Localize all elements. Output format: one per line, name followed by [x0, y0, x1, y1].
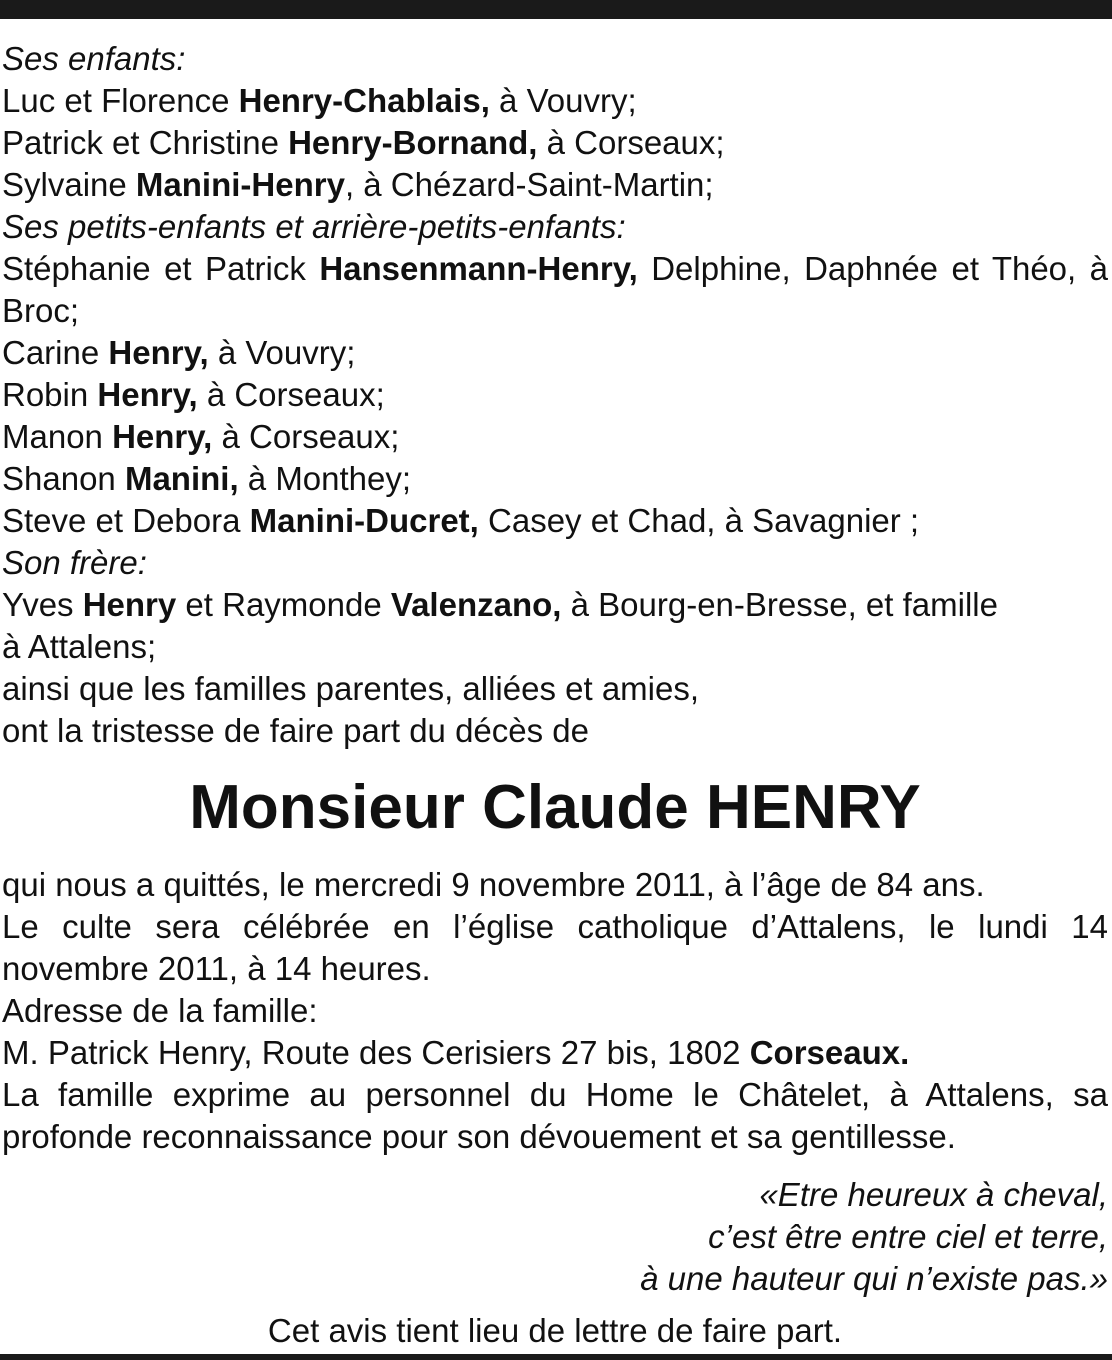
entry-text: Casey et Chad, à Savagnier ;	[478, 502, 920, 539]
family-name: Valenzano,	[390, 586, 562, 623]
entry-text: à Corseaux;	[197, 376, 385, 413]
list-item	[2, 80, 1108, 122]
children-list	[2, 80, 1108, 206]
quote-line: c’est être entre ciel et terre,	[708, 1218, 1108, 1255]
deceased-name: Monsieur Claude HENRY	[189, 773, 921, 842]
entry-text: Sylvaine	[2, 166, 136, 203]
top-rule	[0, 0, 1112, 19]
family-name: Henry-Bornand,	[288, 124, 538, 161]
entry-text: à Monthey;	[238, 460, 412, 497]
list-item	[2, 416, 1108, 458]
family-name: Henry,	[97, 376, 198, 413]
families-line: ainsi que les familles parentes, alliées et amies,	[2, 670, 700, 707]
family-address	[2, 1032, 1108, 1074]
entry-text: à Corseaux;	[537, 124, 725, 161]
entry-text: à Corseaux;	[212, 418, 400, 455]
passed-line: qui nous a quittés, le mercredi 9 novembre 2011, à l’âge de 84 ans.	[2, 866, 985, 903]
entry-text: à Bourg-en-Bresse, et famille	[561, 586, 998, 623]
service-paragraph: Le culte sera célébrée en l’église catholique d’Attalens, le lundi 14 novembre 2011, à 14 heures.	[2, 908, 1108, 987]
family-name: Henry-Chablais,	[238, 82, 490, 119]
address-heading: Adresse de la famille:	[2, 992, 318, 1029]
family-name: Henry,	[112, 418, 213, 455]
brother-entry	[2, 584, 1108, 668]
family-name: Manini-Henry	[135, 166, 345, 203]
list-item	[2, 248, 1108, 332]
family-name: Henry	[82, 586, 177, 623]
family-name: Manini-Ducret,	[249, 502, 479, 539]
entry-text: Stéphanie et Patrick	[2, 250, 320, 287]
obituary-notice	[2, 38, 1108, 1352]
list-item	[2, 458, 1108, 500]
epigraph-quote	[2, 1174, 1108, 1300]
entry-text: à Vouvry;	[489, 82, 637, 119]
list-item	[2, 584, 1108, 626]
entry-text: Carine	[2, 334, 109, 371]
children-heading: Ses enfants:	[2, 40, 186, 77]
list-item-continuation: à Attalens;	[2, 628, 157, 665]
entry-text: Patrick et Christine	[2, 124, 289, 161]
entry-text: Delphine, Daphnée et Théo, à Broc;	[2, 250, 1108, 329]
entry-text: Robin	[2, 376, 98, 413]
brother-heading: Son frère:	[2, 544, 147, 581]
list-item	[2, 374, 1108, 416]
announce-line: ont la tristesse de faire part du décès de	[2, 712, 590, 749]
list-item	[2, 500, 1108, 542]
family-name: Hansenmann-Henry,	[319, 250, 638, 287]
entry-text: Manon	[2, 418, 113, 455]
bottom-rule	[0, 1354, 1112, 1360]
family-name: Henry,	[108, 334, 209, 371]
address-text: M. Patrick Henry, Route des Cerisiers 27 bis, 1802	[2, 1034, 750, 1071]
grandchildren-heading: Ses petits-enfants et arrière-petits-enfants:	[2, 208, 626, 245]
closing-line: Cet avis tient lieu de lettre de faire part.	[267, 1312, 843, 1349]
grandchildren-list	[2, 248, 1108, 542]
entry-text: Shanon	[2, 460, 125, 497]
entry-text: , à Chézard-Saint-Martin;	[344, 166, 714, 203]
entry-text: Luc et Florence	[2, 82, 239, 119]
quote-line: à une hauteur qui n’existe pas.»	[640, 1260, 1108, 1297]
quote-line: «Etre heureux à cheval,	[759, 1176, 1108, 1213]
entry-text: à Vouvry;	[208, 334, 356, 371]
family-name: Manini,	[124, 460, 239, 497]
list-item	[2, 122, 1108, 164]
address-city: Corseaux.	[749, 1034, 910, 1071]
list-item	[2, 164, 1108, 206]
entry-text: et Raymonde	[176, 586, 391, 623]
entry-text: Steve et Debora	[2, 502, 250, 539]
thanks-paragraph: La famille exprime au personnel du Home le Châtelet, à Attalens, sa profonde reconnaissance pour son dévouement et sa gentillesse.	[2, 1076, 1108, 1155]
entry-text: Yves	[2, 586, 83, 623]
list-item	[2, 332, 1108, 374]
